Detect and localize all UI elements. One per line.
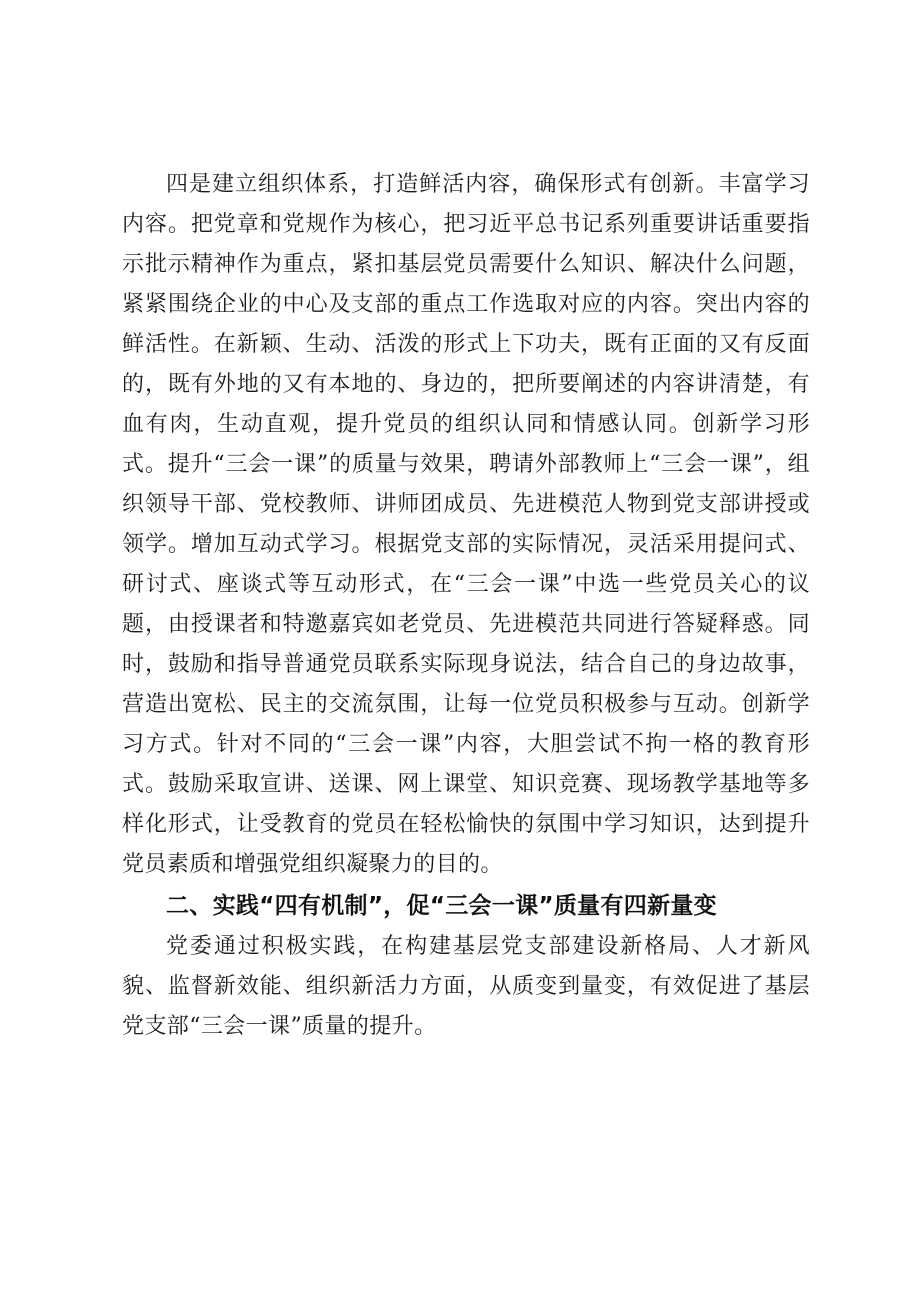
body-paragraph: 党委通过积极实践，在构建基层党支部建设新格局、人才新风貌、监督新效能、组织新活力方面，从质变到量变，有效促进了基层党支部“三会一课”质量的提升。 (122, 934, 810, 1039)
section-heading: 二、实践“四有机制”，促“三会一课”质量有四新量变 (166, 893, 717, 919)
body-paragraph: 四是建立组织体系，打造鲜活内容，确保形式有创新。丰富学习内容。把党章和党规作为核心，把习近平总书记系列重要讲话重要指示批示精神作为重点，紧扣基层党员需要什么知识、解决什么问题，紧紧围绕企业的中心及支部的重点工作选取对应的内容。突出内容的鲜活性。在新颖、生动、活泼的形式上下功夫，既有正面的又有反面的，既有外地的又有本地的、身边的，把所要阐述的内容讲清楚，有血有肉，生动直观，提升党员的组织认同和情感认同。创新学习形式。提升“三会一课”的质量与效果，聘请外部教师上“三会一课”，组织领导干部、党校教师、讲师团成员、先进模范人物到党支部讲授或领学。增加互动式学习。根据党支部的实际情况，灵活采用提问式、研讨式、座谈式等互动形式，在“三会一课”中选一些党员关心的议题，由授课者和特邀嘉宾如老党员、先进模范共同进行答疑释惑。同时，鼓励和指导普通党员联系实际现身说法，结合自己的身边故事，营造出宽松、民主的交流氛围，让每一位党员积极参与互动。创新学习方式。针对不同的“三会一课”内容，大胆尝试不拘一格的教育形式。鼓励采取宣讲、送课、网上课堂、知识竞赛、现场教学基地等多样化形式，让受教育的党员在轻松愉快的氛围中学习知识，达到提升党员素质和增强党组织凝聚力的目的。 (122, 172, 810, 877)
document-body (122, 165, 810, 1047)
